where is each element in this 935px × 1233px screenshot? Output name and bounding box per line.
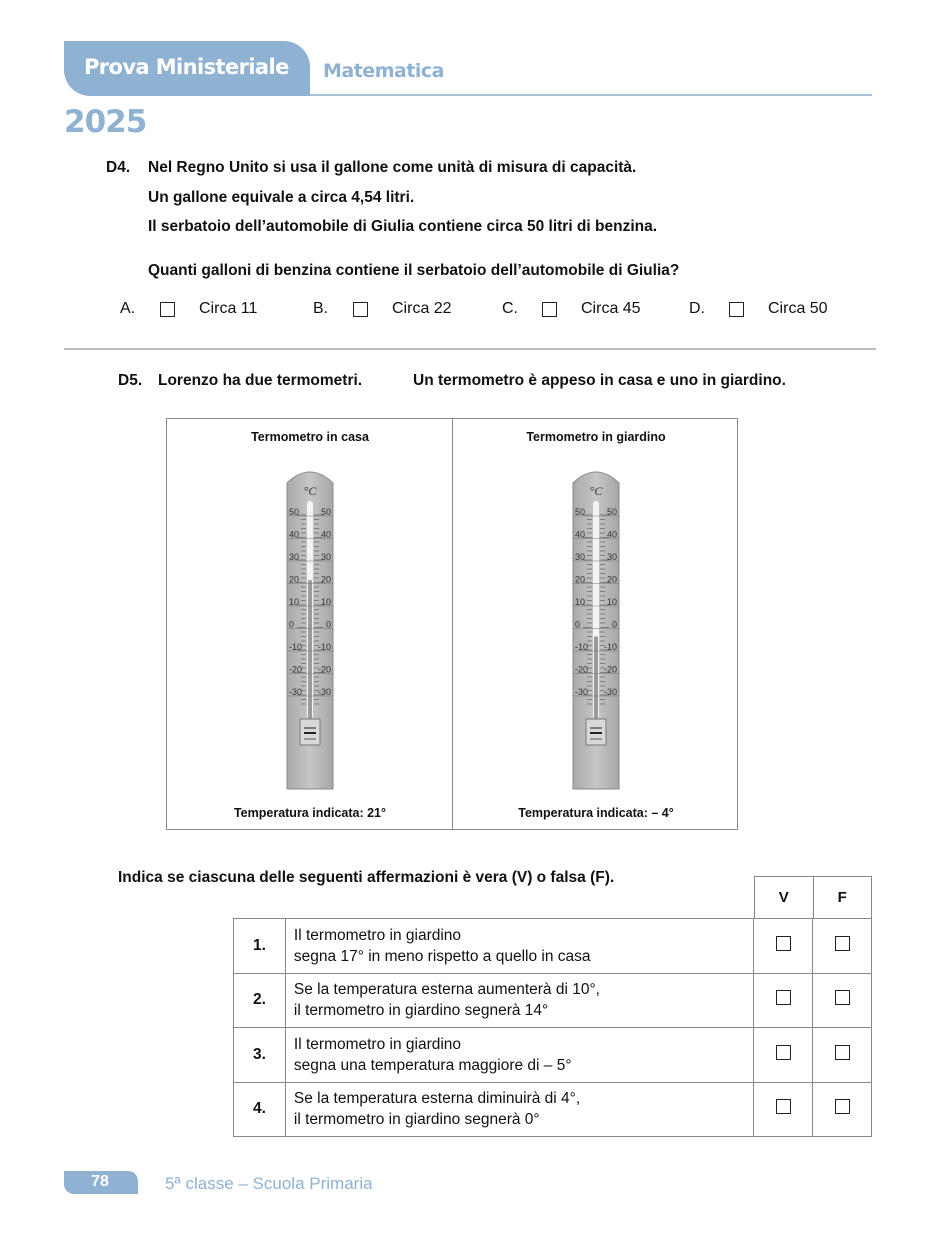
scale-label-left: 10 (575, 597, 586, 607)
scale-label-left: 50 (289, 507, 300, 517)
d4-line-2: Un gallone equivale a circa 4,54 litri. (148, 189, 415, 206)
thermometer-cell-home (167, 419, 453, 829)
option-a[interactable] (120, 300, 257, 318)
scale-label-left: -10 (289, 642, 303, 652)
vf-instruction: Indica se ciascuna delle seguenti affermazioni è vera (V) o falsa (F). (118, 869, 615, 886)
true-cell (754, 1028, 813, 1083)
header-year: 2025 (64, 104, 147, 140)
false-checkbox[interactable] (835, 1099, 850, 1114)
scale-label-right: 40 (320, 529, 331, 540)
true-cell (754, 919, 813, 974)
scale-label-right: -30 (603, 687, 617, 697)
scale-label-left: -30 (289, 687, 303, 697)
true-checkbox[interactable] (776, 1099, 791, 1114)
d5-number: D5. (118, 372, 143, 389)
vf-header-v: V (755, 877, 814, 918)
scale-label-right: 0 (611, 619, 617, 630)
option-c[interactable] (502, 300, 641, 318)
d5-intro-b: Un termometro è appeso in casa e uno in giardino. (413, 372, 786, 389)
option-b[interactable] (313, 300, 452, 318)
statement-line-2: il termometro in giardino segnerà 0° (293, 1111, 540, 1129)
unit-label: °C (303, 484, 317, 498)
d5-intro-a: Lorenzo ha due termometri. (158, 372, 363, 389)
statement-line-1: Il termometro in giardino (293, 926, 462, 944)
scale-label-left: 0 (575, 619, 581, 630)
option-d[interactable] (689, 300, 828, 318)
scale-label-left: 30 (289, 552, 300, 562)
thermometer-garden-image (561, 457, 631, 793)
page-number: 78 (91, 1173, 109, 1190)
false-cell (813, 1028, 872, 1083)
false-checkbox[interactable] (835, 936, 850, 951)
scale-label-left: 50 (575, 507, 586, 517)
statement-text (285, 973, 753, 1028)
false-checkbox[interactable] (835, 1045, 850, 1060)
thermometer-caption: Temperatura indicata: 21° (233, 806, 387, 820)
scale-label-right: 0 (325, 619, 331, 630)
true-cell (754, 973, 813, 1028)
scale-label-right: 10 (606, 597, 617, 607)
thermometer-home-image (275, 457, 345, 793)
scale-label-right: 50 (606, 507, 617, 517)
option-c-checkbox[interactable] (542, 302, 557, 317)
option-b-checkbox[interactable] (353, 302, 368, 317)
unit-label: °C (589, 484, 603, 498)
statement-number: 4. (234, 1082, 286, 1137)
false-checkbox[interactable] (835, 990, 850, 1005)
statement-line-1: Se la temperatura esterna aumenterà di 10°, (293, 981, 600, 999)
scale-label-right: -20 (603, 664, 617, 675)
scale-label-right: 30 (320, 552, 331, 562)
thermometer-title: Termometro in giardino (526, 430, 666, 444)
true-checkbox[interactable] (776, 990, 791, 1005)
thermometer-title: Termometro in casa (251, 430, 369, 444)
table-row (234, 919, 872, 974)
false-cell (813, 973, 872, 1028)
scale-label-right: -10 (603, 642, 617, 652)
d4-question: Quanti galloni di benzina contiene il serbatoio dell’automobile di Giulia? (148, 262, 680, 279)
scale-label-left: 10 (289, 597, 300, 607)
thermometer-cell-garden (453, 419, 739, 829)
table-row (234, 1028, 872, 1083)
scale-label-right: -10 (317, 642, 331, 652)
footer-text: 5ª classe – Scuola Primaria (165, 1174, 373, 1193)
header-subject: Matematica (323, 60, 444, 82)
d4-number: D4. (106, 159, 131, 176)
vf-header (754, 876, 872, 918)
scale-label-left: -20 (289, 664, 303, 675)
scale-label-left: 40 (289, 529, 300, 540)
statement-text (285, 1028, 753, 1083)
statement-number: 1. (234, 919, 286, 974)
footer-page-tab (64, 1171, 138, 1194)
statement-line-1: Se la temperatura esterna diminuirà di 4°, (293, 1090, 581, 1108)
table-row (234, 1082, 872, 1137)
option-d-checkbox[interactable] (729, 302, 744, 317)
vf-header-f: F (837, 889, 847, 906)
option-letter: B. (313, 300, 329, 317)
scale-label-left: 40 (575, 529, 586, 540)
scale-label-left: -30 (575, 687, 589, 697)
scale-label-left: -20 (575, 664, 589, 675)
header-tab-label: Prova Ministeriale (84, 55, 289, 79)
scale-label-right: -30 (317, 687, 331, 697)
statement-number: 3. (234, 1028, 286, 1083)
option-letter: D. (689, 300, 705, 317)
statement-line-1: Il termometro in giardino (293, 1035, 462, 1053)
statement-text (285, 919, 753, 974)
scale-label-right: 10 (320, 597, 331, 607)
header-divider (310, 94, 872, 96)
false-cell (813, 1082, 872, 1137)
scale-label-left: 20 (289, 574, 300, 585)
scale-label-left: -10 (575, 642, 589, 652)
scale-label-right: 20 (606, 574, 617, 585)
thermometer-liquid (308, 580, 312, 719)
option-text: Circa 50 (768, 300, 828, 317)
statement-line-2: segna 17° in meno rispetto a quello in casa (293, 947, 591, 965)
statement-text (285, 1082, 753, 1137)
statement-line-2: il termometro in giardino segnerà 14° (293, 1002, 549, 1020)
scale-label-left: 0 (289, 619, 295, 630)
scale-label-right: -20 (317, 664, 331, 675)
option-text: Circa 11 (199, 300, 258, 317)
thermometer-table (166, 418, 738, 830)
option-a-checkbox[interactable] (160, 302, 175, 317)
scale-label-right: 30 (606, 552, 617, 562)
thermometer-caption: Temperatura indicata: – 4° (518, 806, 674, 820)
statement-number: 2. (234, 973, 286, 1028)
section-divider (64, 348, 876, 350)
vf-table (233, 918, 872, 1137)
thermometer-liquid (594, 637, 598, 720)
option-text: Circa 22 (392, 300, 452, 317)
statement-line-2: segna una temperatura maggiore di – 5° (293, 1056, 572, 1074)
scale-label-right: 50 (320, 507, 331, 517)
true-checkbox[interactable] (776, 936, 791, 951)
false-cell (813, 919, 872, 974)
scale-label-left: 20 (575, 574, 586, 585)
d4-line-3: Il serbatoio dell’automobile di Giulia contiene circa 50 litri di benzina. (148, 218, 658, 235)
table-row (234, 973, 872, 1028)
option-text: Circa 45 (581, 300, 641, 317)
true-cell (754, 1082, 813, 1137)
scale-label-left: 30 (575, 552, 586, 562)
true-checkbox[interactable] (776, 1045, 791, 1060)
scale-label-right: 20 (320, 574, 331, 585)
option-letter: C. (502, 300, 518, 317)
header-tab (64, 41, 310, 96)
d4-line-1: Nel Regno Unito si usa il gallone come unità di misura di capacità. (148, 159, 637, 176)
scale-label-right: 40 (606, 529, 617, 540)
option-letter: A. (120, 300, 136, 317)
